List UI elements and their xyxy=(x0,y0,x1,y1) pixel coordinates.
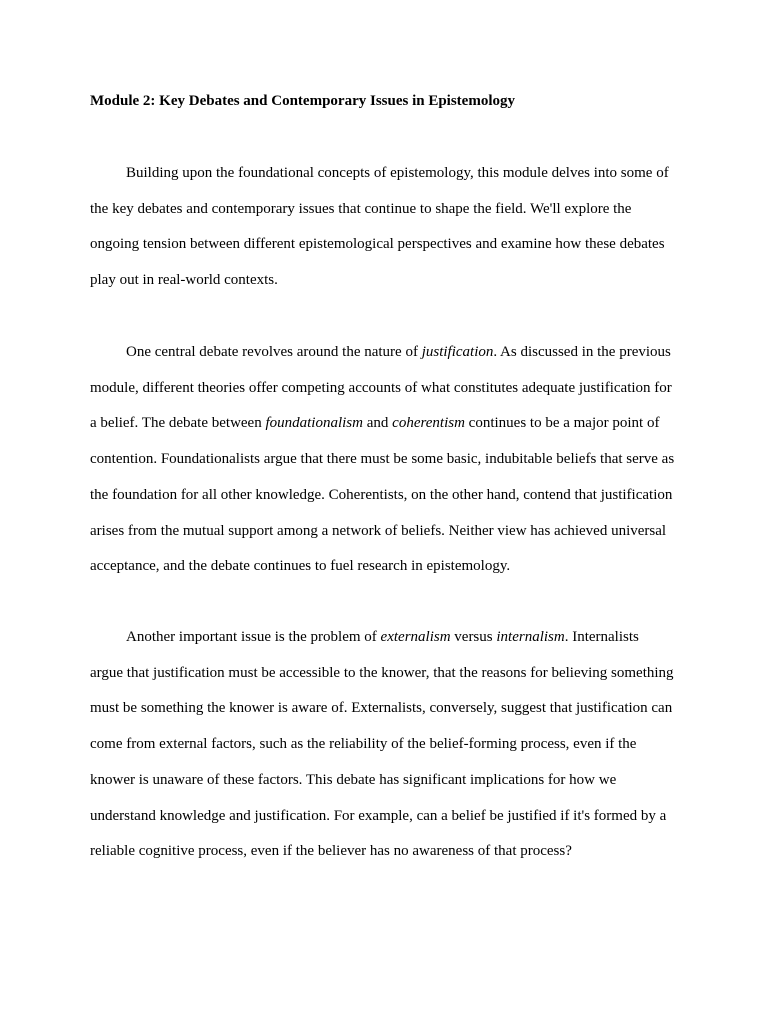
text-line xyxy=(90,379,672,397)
text-segment: ongoing tension between different epistemological perspectives and examine how these debates xyxy=(90,236,665,253)
text-segment: contention. Foundationalists argue that there must be some basic, indubitable beliefs that serve as xyxy=(90,451,675,468)
text-line xyxy=(126,343,671,361)
text-segment: play out in real-world contexts. xyxy=(90,272,278,289)
italic-term: justification xyxy=(421,344,494,360)
text-segment: must be something the knower is aware of. Externalists, conversely, suggest that justification can xyxy=(90,700,673,717)
text-line xyxy=(90,235,665,253)
text-line xyxy=(90,522,666,540)
text-line xyxy=(90,557,510,575)
text-line xyxy=(90,200,631,218)
text-line xyxy=(90,807,666,825)
text-line xyxy=(90,271,278,289)
text-line xyxy=(126,164,669,182)
text-line xyxy=(90,771,616,789)
italic-term: foundationalism xyxy=(265,415,363,432)
text-segment: the key debates and contemporary issues that continue to shape the field. We'll explore the xyxy=(90,200,632,217)
text-segment: come from external factors, such as the reliability of the belief-forming process, even if the xyxy=(90,736,637,753)
text-line xyxy=(90,450,674,468)
text-line xyxy=(90,664,674,682)
text-line xyxy=(90,735,636,753)
text-line xyxy=(90,699,672,717)
text-segment: . Internalists xyxy=(564,629,639,645)
text-line xyxy=(90,414,659,432)
italic-term: coherentism xyxy=(392,415,465,432)
document-title: Module 2: Key Debates and Contemporary Issues in Epistemology xyxy=(90,93,516,109)
text-segment: . As discussed in the previous xyxy=(493,344,671,360)
text-segment: reliable cognitive process, even if the believer has no awareness of that process? xyxy=(90,843,572,860)
text-segment: a belief. The debate between xyxy=(90,415,266,432)
text-segment: Another important issue is the problem of xyxy=(126,629,381,645)
text-line xyxy=(126,628,639,646)
text-segment: Building upon the foundational concepts of epistemology, this module delves into some of xyxy=(126,165,669,181)
text-line xyxy=(90,842,572,860)
text-segment: the foundation for all other knowledge. Coherentists, on the other hand, contend that justification xyxy=(90,486,673,503)
text-segment: module, different theories offer competing accounts of what constitutes adequate justification for xyxy=(90,379,672,396)
text-segment: understand knowledge and justification. For example, can a belief be justified if it's formed by a xyxy=(90,807,667,824)
text-line xyxy=(90,486,672,504)
text-segment: arises from the mutual support among a network of beliefs. Neither view has achieved universal xyxy=(90,522,667,539)
text-segment: One central debate revolves around the nature of xyxy=(126,344,422,360)
text-segment: and xyxy=(362,415,393,432)
text-segment: argue that justification must be accessible to the knower, that the reasons for believing something xyxy=(90,664,674,681)
text-segment: knower is unaware of these factors. This debate has significant implications for how we xyxy=(90,771,617,788)
italic-term: internalism xyxy=(496,629,565,645)
text-segment: continues to be a major point of xyxy=(464,415,660,432)
italic-term: externalism xyxy=(380,629,451,645)
text-segment: acceptance, and the debate continues to fuel research in epistemology. xyxy=(90,558,511,575)
text-segment: versus xyxy=(450,629,497,645)
